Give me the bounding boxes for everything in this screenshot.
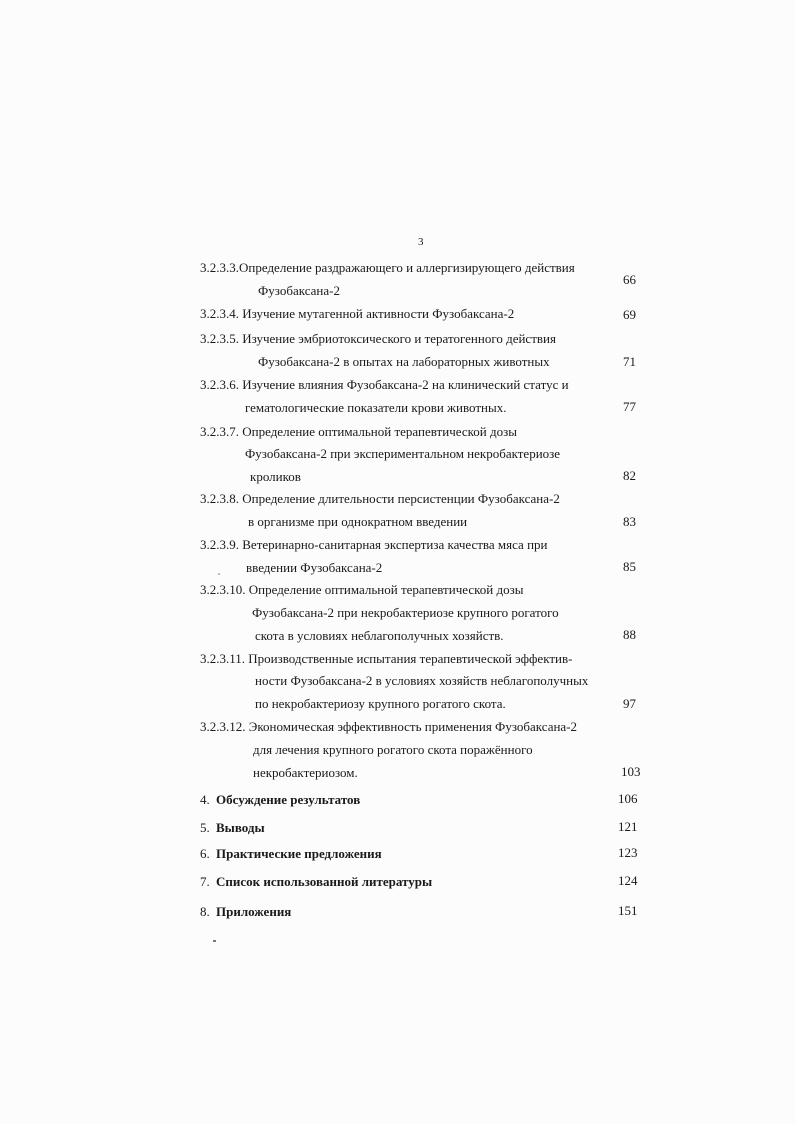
chapter-number: 6. [200,846,210,861]
toc-entry-line: 3.2.3.7. Определение оптимальной терапевтической дозы [200,424,517,439]
toc-page-number: 103 [621,764,641,779]
toc-page-number: 88 [623,627,636,642]
toc-entry-line: скота в условиях неблагополучных хозяйств. [255,628,504,643]
toc-entry-line: 3.2.3.6. Изучение влияния Фузобаксана-2 на клинический статус и [200,377,569,392]
toc-page-number: 83 [623,514,636,529]
page-number: 3 [418,236,424,248]
scan-speck [213,940,216,942]
toc-entry-line: кроликов [250,469,301,484]
toc-page-number: 66 [623,272,636,287]
toc-page-number: 97 [623,696,636,711]
toc-entry-line: для лечения крупного рогатого скота поражённого [253,742,533,757]
chapter-page-number: 123 [618,845,638,860]
chapter-title: Обсуждение результатов [216,792,361,807]
chapter-number: 7. [200,874,210,889]
chapter-number: 4. [200,792,210,807]
toc-page-number: 82 [623,468,636,483]
scan-speck [218,573,220,575]
chapter-title: Практические предложения [216,846,382,861]
toc-entry-line: 3.2.3.10. Определение оптимальной терапевтической дозы [200,582,524,597]
toc-entry-line: Фузобаксана-2 при экспериментальном некробактериозе [245,446,561,461]
toc-entry-line: 3.2.3.12. Экономическая эффективность применения Фузобаксана-2 [200,719,578,734]
toc-entry-line: гематологические показатели крови животных. [245,400,507,415]
chapter-page-number: 151 [618,903,638,918]
toc-entry-line: в организме при однократном введении [248,514,468,529]
toc-entry-line: ности Фузобаксана-2 в условиях хозяйств неблагополучных [255,673,589,688]
chapter-number: 8. [200,904,210,919]
toc-entry-line: введении Фузобаксана-2 [246,560,383,575]
toc-entry-line: 3.2.3.3.Определение раздражающего и аллергизирующего действия [200,260,575,275]
toc-entry-line: 3.2.3.9. Ветеринарно-санитарная экспертиза качества мяса при [200,537,548,552]
toc-entry-line: 3.2.3.11. Производственные испытания терапевтической эффектив- [200,651,573,666]
toc-page-number: 69 [623,307,636,322]
toc-page-number: 85 [623,559,636,574]
toc-entry-line: 3.2.3.5. Изучение эмбриотоксического и тератогенного действия [200,331,556,346]
toc-page-number: 71 [623,354,636,369]
toc-page-number: 77 [623,399,636,414]
toc-entry-line: Фузобаксана-2 при некробактериозе крупного рогатого [252,605,559,620]
chapter-title: Выводы [216,820,265,835]
chapter-page-number: 124 [618,873,638,888]
chapter-page-number: 106 [618,791,638,806]
toc-entry-line: 3.2.3.8. Определение длительности персистенции Фузобаксана-2 [200,491,560,506]
toc-entry-line: Фузобаксана-2 [258,283,340,298]
chapter-page-number: 121 [618,819,638,834]
toc-entry-line: по некробактериозу крупного рогатого скота. [255,696,506,711]
chapter-title: Список использованной литературы [216,874,433,889]
chapter-title: Приложения [216,904,292,919]
chapter-number: 5. [200,820,210,835]
toc-entry-line: 3.2.3.4. Изучение мутагенной активности Фузобаксана-2 [200,306,515,321]
toc-entry-line: Фузобаксана-2 в опытах на лабораторных животных [258,354,550,369]
toc-entry-line: некробактериозом. [253,765,358,780]
